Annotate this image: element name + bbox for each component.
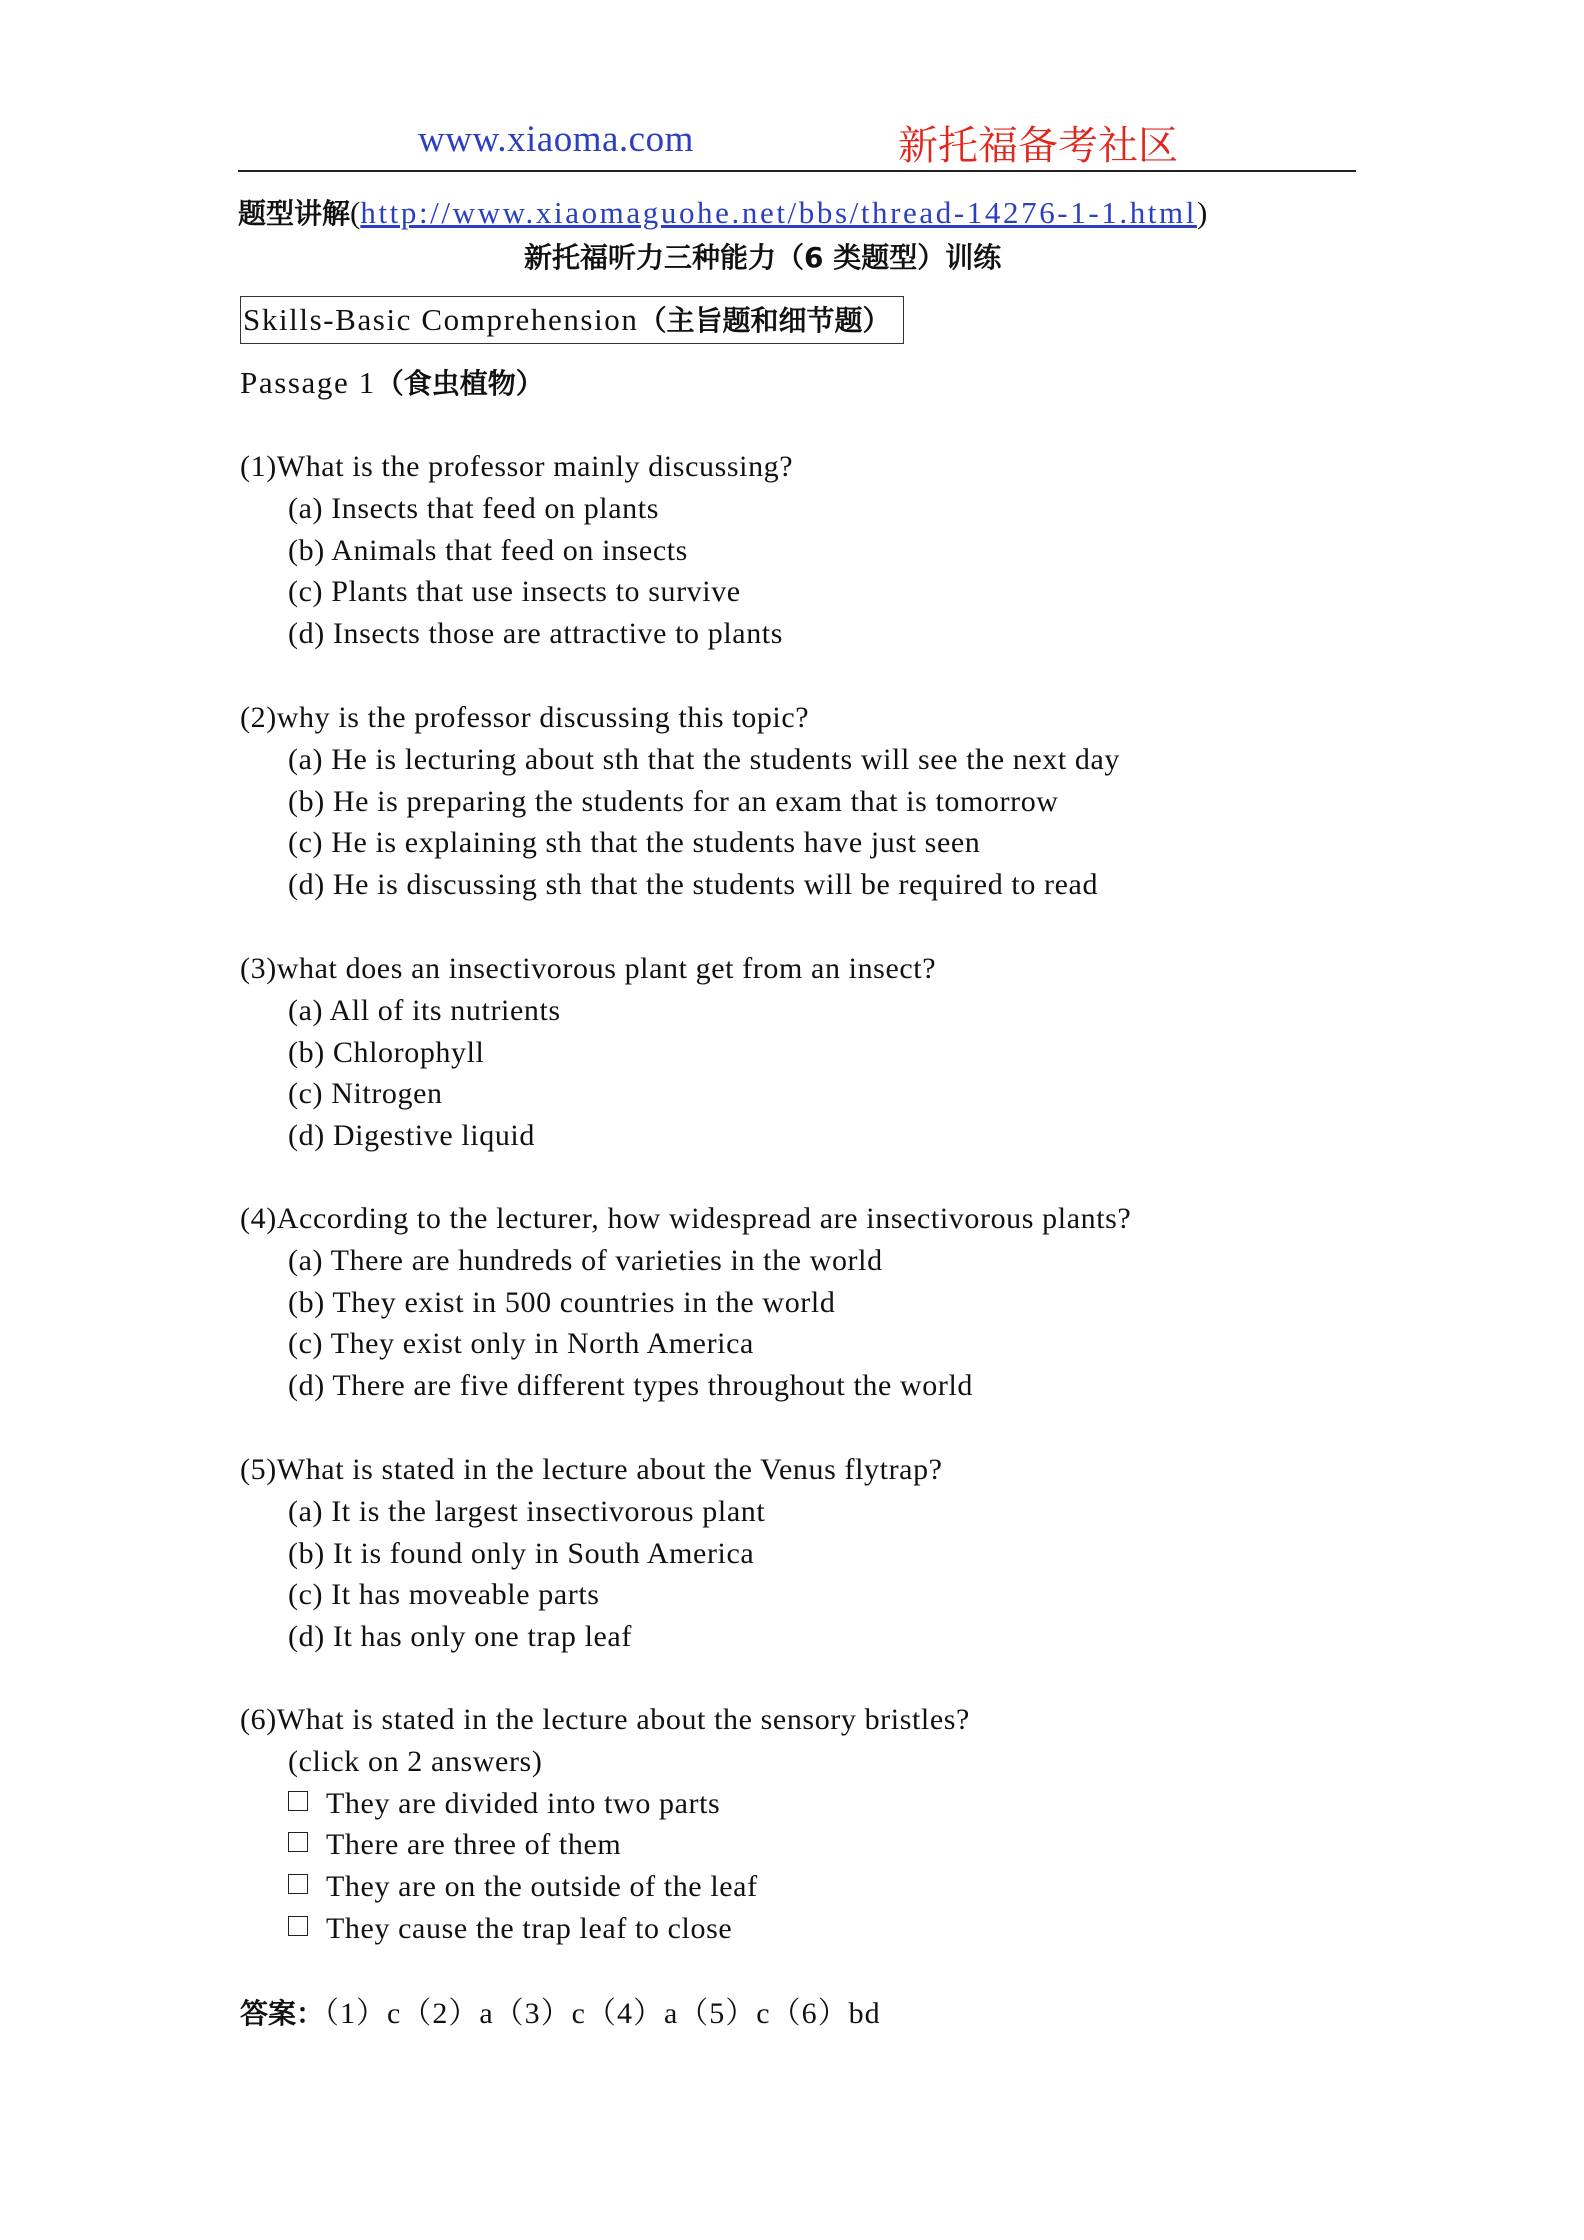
question-2 [240, 697, 1120, 906]
option-label: They cause the trap leaf to close [326, 1911, 733, 1945]
question-prompt: (5)What is stated in the lecture about the Venus flytrap? [240, 1453, 943, 1486]
page-header [238, 112, 1356, 172]
question-prompt: (6)What is stated in the lecture about the sensory bristles? [240, 1703, 970, 1736]
paren-open: ( [350, 195, 361, 230]
option-b[interactable]: (b) He is preparing the students for an exam that is tomorrow [288, 784, 1059, 818]
option-d[interactable]: (d) Digestive liquid [288, 1119, 535, 1153]
option-b[interactable]: (b) Animals that feed on insects [288, 533, 688, 567]
checkbox-icon[interactable] [288, 1874, 308, 1894]
answer-label: 答案： [240, 1997, 325, 2030]
checkbox-option-4[interactable] [240, 1908, 970, 1950]
passage-title-en: Passage 1 [240, 365, 376, 400]
intro-line [238, 192, 1207, 232]
question-6 [240, 1699, 970, 1950]
page-subtitle: 新托福听力三种能力（6 类题型）训练 [524, 241, 1002, 274]
option-label: They are on the outside of the leaf [326, 1870, 758, 1904]
section-title-en: Skills-Basic Comprehension [243, 302, 639, 337]
answer-key [240, 1988, 881, 2032]
checkbox-icon[interactable] [288, 1832, 308, 1852]
paren-close: ) [1196, 195, 1208, 230]
checkbox-option-3[interactable] [240, 1866, 970, 1908]
option-a[interactable]: (a) It is the largest insectivorous plant [288, 1494, 766, 1528]
checkbox-option-1[interactable] [240, 1783, 970, 1825]
thread-link[interactable]: http://www.xiaomaguohe.net/bbs/thread-14276-1-1.html [360, 195, 1197, 230]
intro-label: 题型讲解 [238, 197, 351, 230]
option-b[interactable]: (b) They exist in 500 countries in the world [288, 1285, 836, 1319]
checkbox-icon[interactable] [288, 1916, 308, 1936]
option-a[interactable]: (a) All of its nutrients [288, 993, 561, 1027]
community-title: 新托福备考社区 [898, 123, 1178, 168]
question-1 [240, 446, 793, 655]
question-5 [240, 1449, 943, 1658]
option-c[interactable]: (c) They exist only in North America [288, 1327, 754, 1361]
question-prompt: (2)why is the professor discussing this topic? [240, 701, 810, 734]
answer-text: （1）c（2）a（3）c（4）a（5）c（6）bd [324, 1997, 881, 2030]
option-a[interactable]: (a) There are hundreds of varieties in the world [288, 1243, 883, 1277]
question-3 [240, 948, 936, 1157]
question-4 [240, 1198, 1131, 1407]
option-c[interactable]: (c) Plants that use insects to survive [288, 575, 741, 609]
option-c[interactable]: (c) Nitrogen [288, 1077, 443, 1111]
option-d[interactable]: (d) He is discussing sth that the students will be required to read [288, 868, 1099, 902]
checkbox-icon[interactable] [288, 1791, 308, 1811]
passage-heading [240, 362, 544, 402]
question-prompt: (3)what does an insectivorous plant get from an insect? [240, 952, 937, 985]
option-c[interactable]: (c) It has moveable parts [288, 1578, 600, 1612]
option-label: There are three of them [326, 1828, 622, 1862]
option-d[interactable]: (d) It has only one trap leaf [288, 1620, 632, 1654]
option-a[interactable]: (a) He is lecturing about sth that the students will see the next day [288, 742, 1121, 776]
section-title-cn: （主旨题和细节题） [638, 304, 891, 337]
option-label: They are divided into two parts [326, 1786, 721, 1820]
passage-title-cn: （食虫植物） [375, 367, 544, 400]
option-d[interactable]: (d) Insects those are attractive to plants [288, 617, 784, 651]
option-c[interactable]: (c) He is explaining sth that the students have just seen [288, 826, 981, 860]
option-d[interactable]: (d) There are five different types throughout the world [288, 1369, 974, 1403]
option-b[interactable]: (b) It is found only in South America [288, 1536, 755, 1570]
question-note: (click on 2 answers) [288, 1744, 543, 1778]
option-a[interactable]: (a) Insects that feed on plants [288, 491, 659, 525]
section-heading [240, 296, 904, 344]
question-prompt: (4)According to the lecturer, how widespread are insectivorous plants? [240, 1202, 1132, 1235]
checkbox-option-2[interactable] [240, 1824, 970, 1866]
option-b[interactable]: (b) Chlorophyll [288, 1035, 485, 1069]
site-url[interactable]: www.xiaoma.com [418, 119, 694, 160]
question-prompt: (1)What is the professor mainly discussing? [240, 450, 794, 483]
